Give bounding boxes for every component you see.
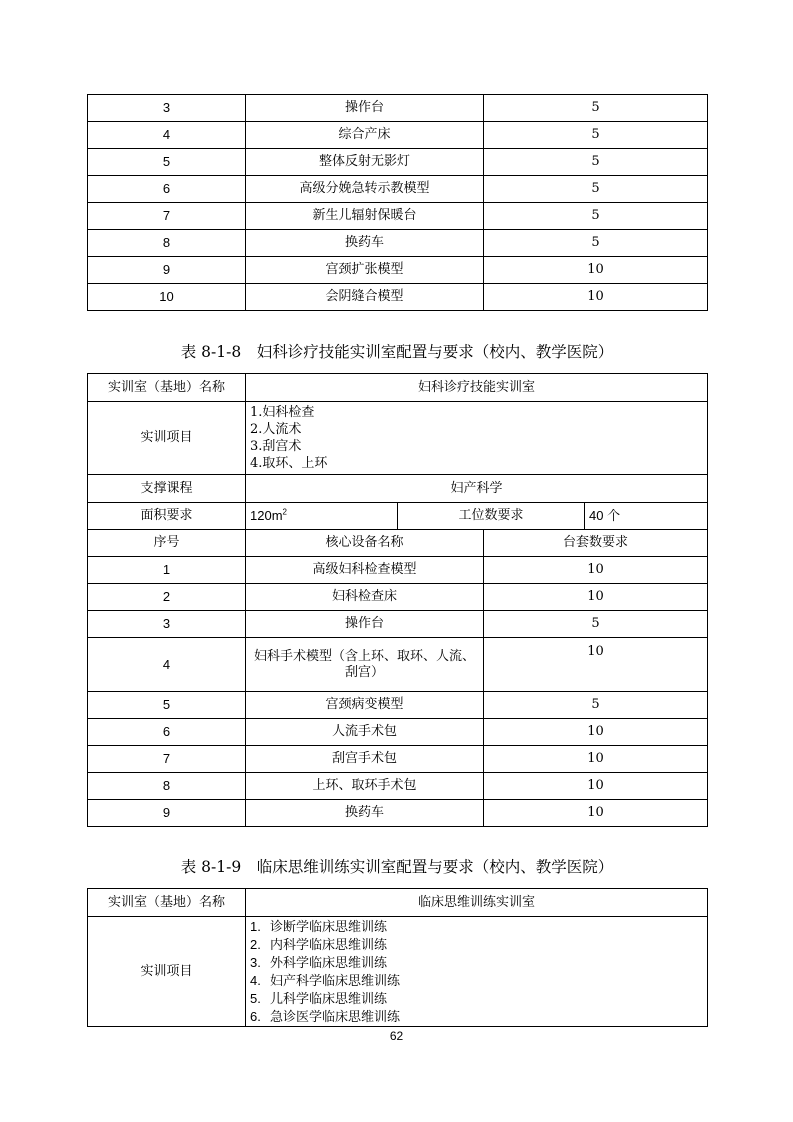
clinical-thinking-lab-table <box>87 888 708 1027</box>
row-number: 8 <box>88 773 246 800</box>
equipment-name: 刮宫手术包 <box>246 746 484 773</box>
row-number: 5 <box>88 692 246 719</box>
table-body <box>88 95 708 311</box>
equipment-name: 高级妇科检查模型 <box>246 557 484 584</box>
training-item: 4.取环、上环 <box>250 456 328 471</box>
row-number: 3 <box>88 611 246 638</box>
equipment-name: 综合产床 <box>246 122 484 149</box>
equipment-name: 新生儿辐射保暖台 <box>246 203 484 230</box>
training-item: 1.妇科检查 <box>250 405 315 420</box>
quantity: 10 <box>484 800 708 827</box>
row-number: 10 <box>88 284 246 311</box>
training-items-row <box>88 917 708 1027</box>
training-item: 2. 内科学临床思维训练 <box>250 936 388 953</box>
quantity: 5 <box>484 149 708 176</box>
table-row <box>88 638 708 692</box>
equipment-name: 整体反射无影灯 <box>246 149 484 176</box>
quantity: 10 <box>484 719 708 746</box>
row-number: 6 <box>88 719 246 746</box>
course-value: 妇产科学 <box>246 475 708 503</box>
training-item: 6. 急诊医学临床思维训练 <box>250 1008 401 1025</box>
training-items-label: 实训项目 <box>88 917 246 1027</box>
table-row <box>88 584 708 611</box>
stations-label: 工位数要求 <box>398 503 585 530</box>
quantity: 10 <box>484 284 708 311</box>
table-body <box>88 557 708 827</box>
quantity: 5 <box>484 692 708 719</box>
row-number: 4 <box>88 638 246 692</box>
quantity: 5 <box>484 203 708 230</box>
row-number: 8 <box>88 230 246 257</box>
table-row <box>88 800 708 827</box>
equipment-name: 操作台 <box>246 611 484 638</box>
training-item: 5. 儿科学临床思维训练 <box>250 990 388 1007</box>
equipment-name: 换药车 <box>246 800 484 827</box>
quantity: 10 <box>484 584 708 611</box>
table-row <box>88 176 708 203</box>
quantity: 5 <box>484 122 708 149</box>
table-row <box>88 719 708 746</box>
quantity: 5 <box>484 230 708 257</box>
table-row <box>88 230 708 257</box>
quantity: 5 <box>484 95 708 122</box>
row-number: 5 <box>88 149 246 176</box>
course-label: 支撑课程 <box>88 475 246 503</box>
table-row <box>88 746 708 773</box>
equipment-name: 妇科检查床 <box>246 584 484 611</box>
table-row <box>88 149 708 176</box>
equipment-name: 高级分娩急转示教模型 <box>246 176 484 203</box>
requirements-row <box>88 503 708 530</box>
table-row <box>88 203 708 230</box>
training-item: 3. 外科学临床思维训练 <box>250 954 388 971</box>
row-number: 9 <box>88 257 246 284</box>
table-row <box>88 557 708 584</box>
quantity: 10 <box>484 257 708 284</box>
table-row <box>88 284 708 311</box>
page-number: 62 <box>389 1029 404 1043</box>
training-item: 1. 诊断学临床思维训练 <box>250 918 388 935</box>
training-item: 3.刮宫术 <box>250 439 302 454</box>
row-number: 7 <box>88 746 246 773</box>
training-item: 2.人流术 <box>250 422 302 437</box>
row-number: 1 <box>88 557 246 584</box>
row-number: 9 <box>88 800 246 827</box>
room-name-label: 实训室（基地）名称 <box>88 889 246 917</box>
stations-value: 40 个 <box>585 503 708 530</box>
header-row <box>88 530 708 557</box>
room-name-value: 妇科诊疗技能实训室 <box>246 374 708 402</box>
table-caption-8-1-8: 表 8-1-8 妇科诊疗技能实训室配置与要求（校内、教学医院） <box>180 343 614 361</box>
equipment-name: 操作台 <box>246 95 484 122</box>
area-label: 面积要求 <box>88 503 246 530</box>
equipment-name: 上环、取环手术包 <box>246 773 484 800</box>
table-row <box>88 95 708 122</box>
quantity: 10 <box>484 557 708 584</box>
table-row <box>88 122 708 149</box>
table-row <box>88 773 708 800</box>
col-header-no: 序号 <box>88 530 246 557</box>
gynecology-lab-table <box>87 373 708 827</box>
training-item: 4. 妇产科学临床思维训练 <box>250 972 401 989</box>
room-name-value: 临床思维训练实训室 <box>246 889 708 917</box>
row-number: 6 <box>88 176 246 203</box>
row-number: 4 <box>88 122 246 149</box>
equipment-name: 妇科手术模型（含上环、取环、人流、刮宫） <box>246 638 484 692</box>
quantity: 10 <box>484 773 708 800</box>
row-number: 3 <box>88 95 246 122</box>
room-name-label: 实训室（基地）名称 <box>88 374 246 402</box>
table-row <box>88 692 708 719</box>
equipment-name: 宫颈扩张模型 <box>246 257 484 284</box>
quantity: 5 <box>484 176 708 203</box>
row-number: 2 <box>88 584 246 611</box>
equipment-table-continued <box>87 94 708 311</box>
room-name-row <box>88 889 708 917</box>
quantity: 10 <box>484 638 708 692</box>
col-header-qty: 台套数要求 <box>484 530 708 557</box>
training-items-row <box>88 402 708 475</box>
quantity: 10 <box>484 746 708 773</box>
equipment-name: 人流手术包 <box>246 719 484 746</box>
area-value: $120m^2$ <box>246 503 398 530</box>
training-items-label: 实训项目 <box>88 402 246 475</box>
training-items-list <box>246 402 708 475</box>
table-row <box>88 257 708 284</box>
row-number: 7 <box>88 203 246 230</box>
table-caption-8-1-9: 表 8-1-9 临床思维训练实训室配置与要求（校内、教学医院） <box>180 858 614 876</box>
quantity: 5 <box>484 611 708 638</box>
equipment-name: 会阴缝合模型 <box>246 284 484 311</box>
training-items-list <box>246 917 708 1027</box>
equipment-name: 宫颈病变模型 <box>246 692 484 719</box>
room-name-row <box>88 374 708 402</box>
equipment-name: 换药车 <box>246 230 484 257</box>
table-row <box>88 611 708 638</box>
col-header-name: 核心设备名称 <box>246 530 484 557</box>
course-row <box>88 475 708 503</box>
